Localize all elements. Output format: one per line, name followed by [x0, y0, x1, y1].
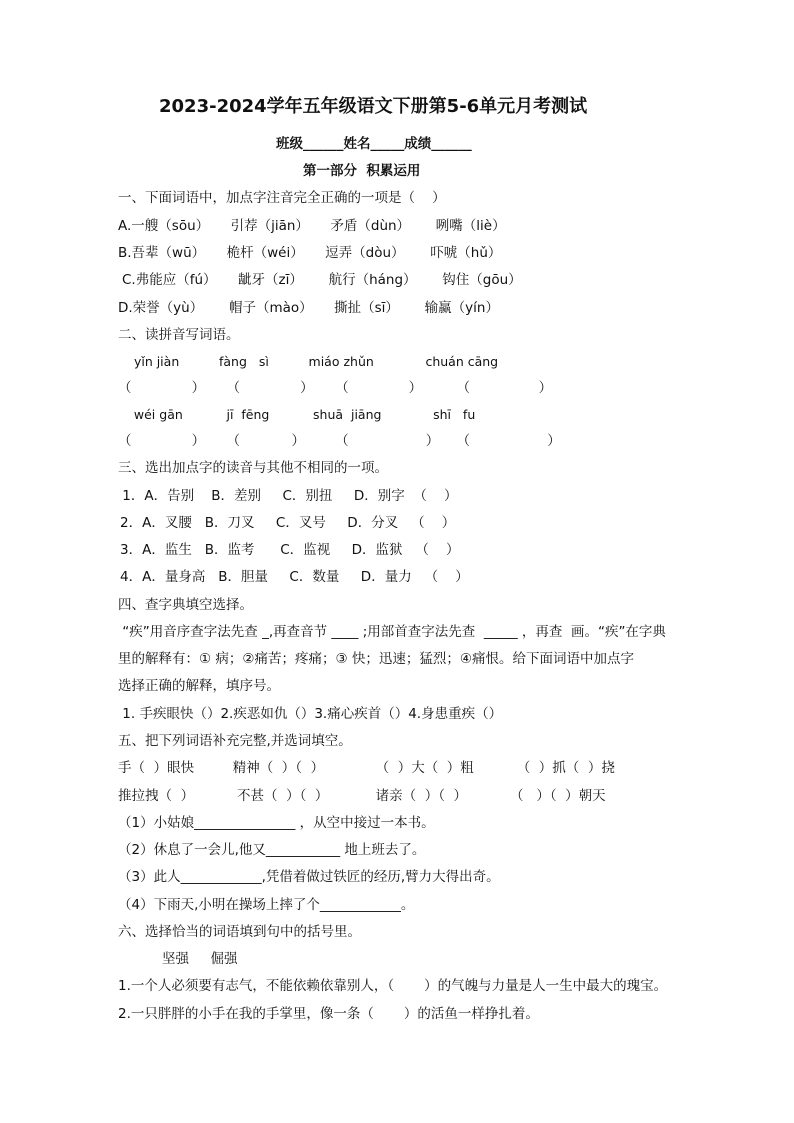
q2-pinyin-row-2: wéi gān jī fēng shuā jiāng shī fu — [118, 407, 476, 422]
q5-heading: 五、把下列词语补充完整,并选词填空。 — [118, 733, 352, 749]
q5-sentence-1: （1）小姑娘_______________ ，从空中接过一本书。 — [118, 815, 435, 831]
q2-blank-row-2: （ ） （ ） （ ） （ ） — [118, 433, 561, 449]
q3-item-3: 3．A．监生 B．监考 C．监视 D．监狱 （ ） — [120, 542, 460, 558]
q2-pinyin-row-1: yǐn jiàn fàng sì miáo zhǔn chuán cāng — [126, 354, 499, 369]
student-info-line: 班级______姓名_____成绩______ — [276, 136, 472, 152]
q6-item-2: 2.一只胖胖的小手在我的手掌里，像一条（ ）的活鱼一样挣扎着。 — [118, 1006, 539, 1022]
q4-heading: 四、查字典填空选择。 — [118, 597, 253, 613]
q5-sentence-3: （3）此人____________,凭借着做过铁匠的经历,臂力大得出奇。 — [118, 869, 500, 885]
part-heading: 第一部分 积累运用 — [303, 163, 421, 179]
q1-heading: 一、下面词语中，加点字注音完全正确的一项是（ ） — [118, 190, 446, 206]
q6-heading: 六、选择恰当的词语填到句中的括号里。 — [118, 924, 361, 940]
q4-line-2: 里的解释有：① 病；②痛苦；疼痛；③ 快；迅速；猛烈；④痛恨。给下面词语中加点字 — [118, 651, 634, 667]
q6-item-1: 1.一个人必须要有志气，不能依赖依靠别人，（ ）的气魄与力量是人一生中最大的瑰宝。 — [118, 978, 668, 994]
q2-heading: 二、读拼音写词语。 — [118, 327, 240, 343]
q1-option-b: B.吾辈（wū） 桅杆（wéi） 逗弄（dòu） 吓唬（hǔ） — [118, 245, 502, 261]
q1-option-c: C.弗能应（fú） 龇牙（zī） 航行（háng） 钩住（gōu） — [122, 272, 522, 288]
q3-item-1: 1．A．告别 B．差别 C．别扭 D．别字 （ ） — [118, 488, 458, 504]
q5-row-2: 推拉拽（ ） 不甚（ ）（ ） 诸亲（ ）（ ） （ ）（ ）朝天 — [118, 788, 606, 804]
q1-option-a: A.一艘（sōu） 引荐（jiān） 矛盾（dùn） 咧嘴（liè） — [118, 218, 506, 234]
q3-item-2: 2．A．叉腰 B．刀叉 C．叉号 D．分叉 （ ） — [120, 515, 456, 531]
exam-title: 2023-2024学年五年级语文下册第5-6单元月考测试 — [159, 96, 588, 117]
q5-sentence-2: （2）休息了一会儿,他又___________ 地上班去了。 — [118, 842, 426, 858]
q4-line-1: “疾”用音序查字法先查 _,再查音节 ____ ;用部首查字法先查 _____ ，再查 画。“疾”在字典 — [118, 624, 666, 640]
q3-item-4: 4．A．量身高 B．胆量 C．数量 D．量力 （ ） — [120, 569, 469, 585]
q2-blank-row-1: （ ） （ ） （ ） （ ） — [118, 380, 553, 396]
q4-line-4: 1. 手疾眼快（）2.疾恶如仇（）3.痛心疾首（）4.身患重疾（） — [118, 706, 503, 722]
q3-heading: 三、选出加点字的读音与其他不相同的一项。 — [118, 460, 388, 476]
q6-word-choices: 坚强 倔强 — [162, 951, 238, 967]
q4-line-3: 选择正确的解释，填序号。 — [118, 678, 280, 694]
q1-option-d: D.荣誉（yù） 帽子（mào） 撕扯（sī） 输赢（yín） — [118, 300, 499, 316]
q5-sentence-4: （4）下雨天,小明在操场上摔了个____________。 — [118, 897, 415, 913]
q5-row-1: 手（ ）眼快 精神（ ）（ ） （ ）大（ ）粗 （ ）抓（ ）挠 — [118, 760, 615, 776]
